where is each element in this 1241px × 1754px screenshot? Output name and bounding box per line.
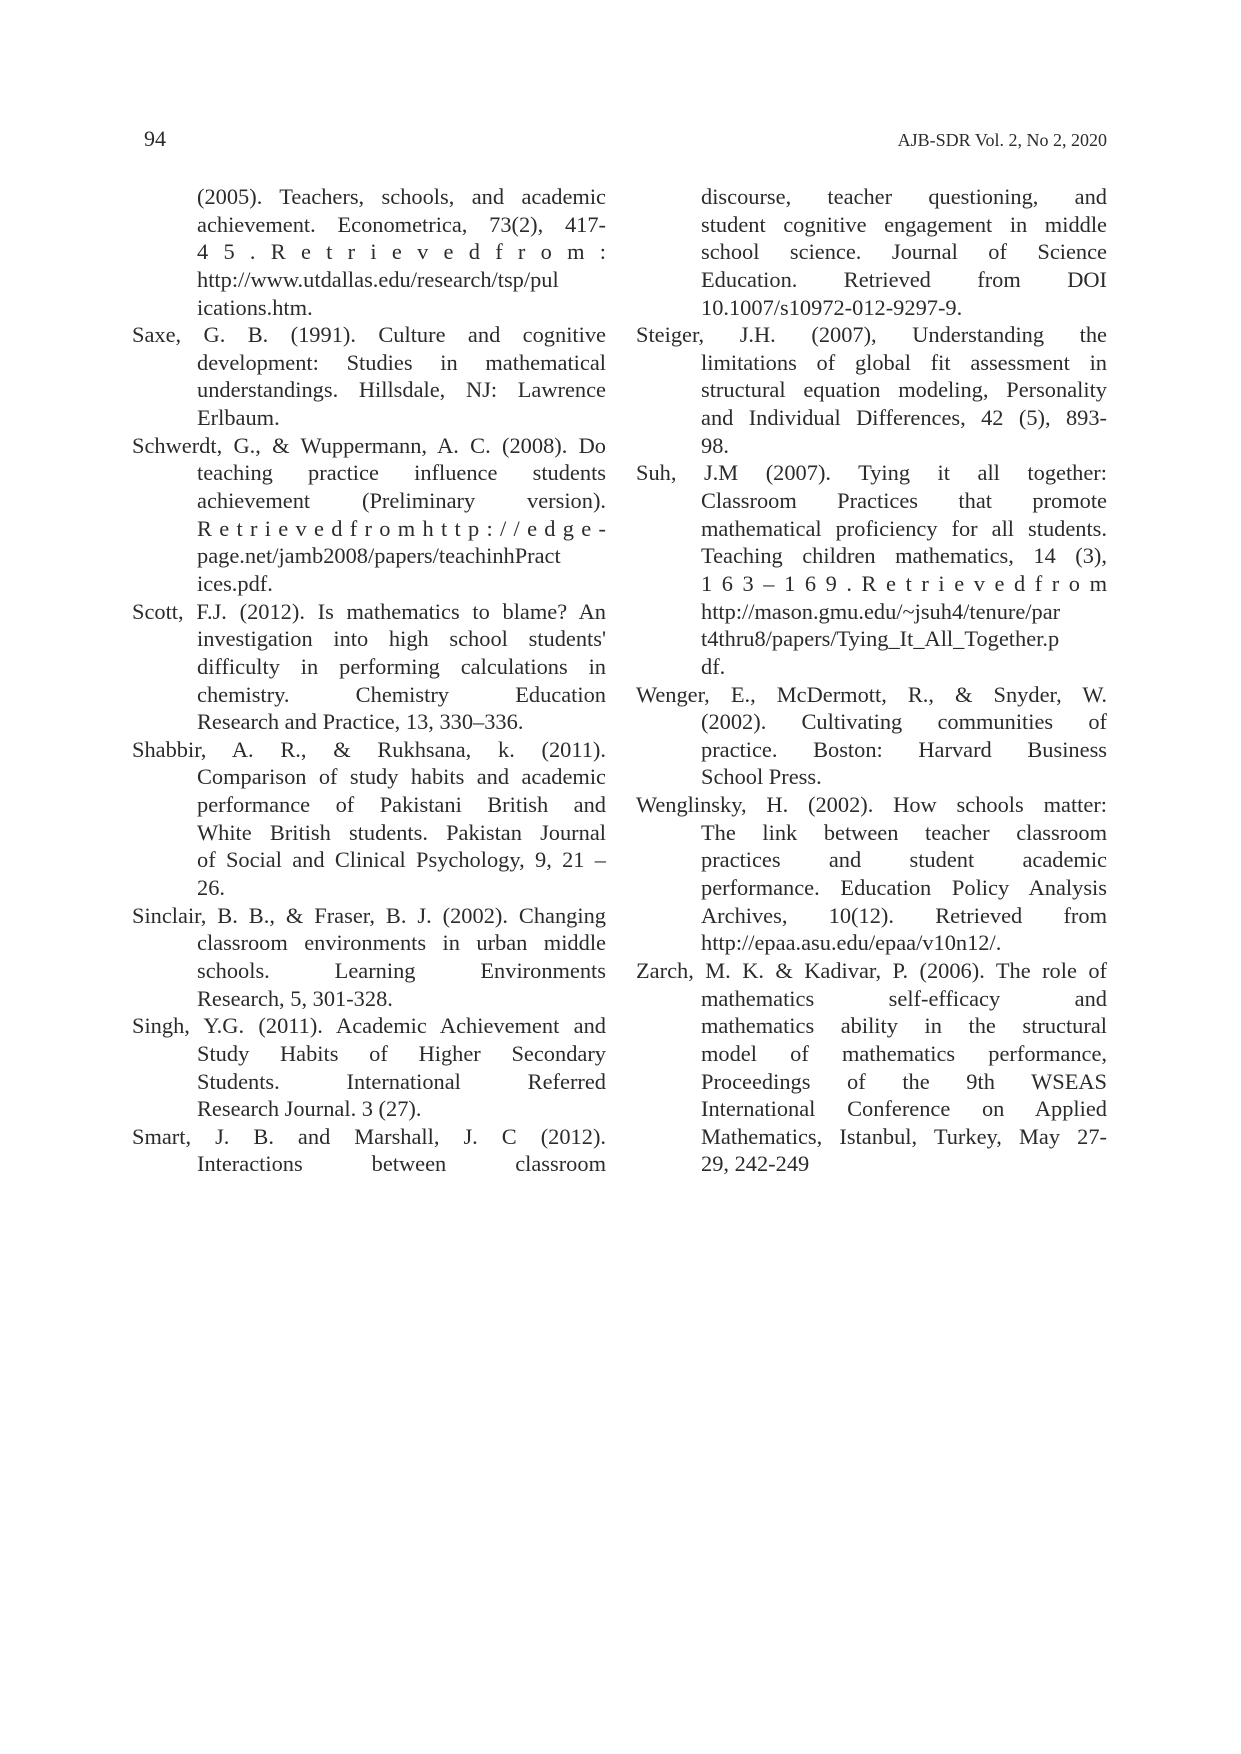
- reference-entry: [132, 902, 606, 1013]
- reference-line: Research and Practice, 13, 330–336.: [197, 709, 524, 735]
- reference-line: df.: [701, 653, 726, 679]
- reference-first-line: Sinclair, B. B., & Fraser, B. J. (2002). Changing: [132, 902, 606, 928]
- reference-first-line: Suh, J.M (2007). Tying it all together:: [636, 460, 1107, 486]
- reference-line: 26.: [197, 875, 225, 901]
- reference-line: and Individual Differences, 42 (5), 893-: [701, 405, 1107, 431]
- reference-entry: [636, 459, 1107, 680]
- reference-line: 4 5 . R e t r i e v e d f r o m :: [197, 239, 606, 265]
- reference-line: http://mason.gmu.edu/~jsuh4/tenure/par: [701, 598, 1061, 624]
- references-right-column: [636, 183, 1107, 1178]
- reference-line: achievement (Preliminary version).: [197, 488, 606, 514]
- reference-line: Erlbaum.: [197, 405, 280, 431]
- reference-line: Research Journal. 3 (27).: [197, 1096, 422, 1122]
- reference-first-line: Scott, F.J. (2012). Is mathematics to blame? An: [132, 598, 606, 624]
- reference-entry: [132, 736, 606, 902]
- reference-line: practices and student academic: [701, 847, 1107, 873]
- reference-line: classroom environments in urban middle: [197, 930, 606, 956]
- page-number: 94: [144, 126, 166, 151]
- reference-line: page.net/jamb2008/papers/teachinhPract: [197, 543, 561, 569]
- reference-first-line: Wenger, E., McDermott, R., & Snyder, W.: [636, 681, 1107, 707]
- reference-line: 1 6 3 – 1 6 9 . R e t r i e v e d f r o m: [701, 570, 1107, 596]
- reference-entry: [132, 1123, 606, 1178]
- reference-line: chemistry. Chemistry Education: [197, 681, 606, 707]
- reference-line: R e t r i e v e d f r o m h t t p : / / e d g e -: [197, 515, 606, 541]
- reference-line: mathematics self-efficacy and: [701, 985, 1107, 1011]
- reference-entry: [636, 957, 1107, 1178]
- reference-line: Education. Retrieved from DOI: [701, 266, 1107, 292]
- reference-line: mathematics ability in the structural: [701, 1013, 1107, 1039]
- reference-line: development: Studies in mathematical: [197, 349, 606, 375]
- reference-line: Proceedings of the 9th WSEAS: [701, 1068, 1107, 1094]
- reference-line: http://www.utdallas.edu/research/tsp/pul: [197, 266, 559, 292]
- reference-first-line: Shabbir, A. R., & Rukhsana, k. (2011).: [132, 736, 606, 762]
- reference-line: Interactions between classroom: [197, 1151, 606, 1177]
- reference-line: understandings. Hillsdale, NJ: Lawrence: [197, 377, 606, 403]
- reference-line: structural equation modeling, Personality: [701, 377, 1107, 403]
- reference-entry: [636, 791, 1107, 957]
- reference-line: investigation into high school students': [197, 626, 606, 652]
- reference-entry: [132, 432, 606, 598]
- reference-line: school science. Journal of Science: [701, 239, 1107, 265]
- reference-line: 29, 242-249: [701, 1151, 810, 1177]
- reference-entry: [636, 183, 1107, 321]
- reference-line: (2002). Cultivating communities of: [701, 709, 1107, 735]
- reference-line: http://epaa.asu.edu/epaa/v10n12/.: [701, 930, 1002, 956]
- reference-entry: [132, 321, 606, 432]
- reference-line: of Social and Clinical Psychology, 9, 21 –: [197, 847, 606, 873]
- reference-line: 10.1007/s10972-012-9297-9.: [701, 294, 963, 320]
- reference-first-line: Wenglinsky, H. (2002). How schools matter:: [636, 792, 1107, 818]
- reference-line: School Press.: [701, 764, 822, 790]
- reference-line: mathematical proficiency for all students.: [701, 515, 1107, 541]
- reference-first-line: Singh, Y.G. (2011). Academic Achievement and: [132, 1013, 606, 1039]
- reference-line: student cognitive engagement in middle: [701, 211, 1107, 237]
- reference-first-line: Saxe, G. B. (1991). Culture and cognitive: [132, 322, 606, 348]
- reference-line: Teaching children mathematics, 14 (3),: [701, 543, 1107, 569]
- reference-line: Classroom Practices that promote: [701, 488, 1107, 514]
- reference-line: The link between teacher classroom: [701, 819, 1107, 845]
- reference-entry: [636, 681, 1107, 792]
- running-head: AJB-SDR Vol. 2, No 2, 2020: [897, 130, 1107, 150]
- reference-line: Students. International Referred: [197, 1068, 606, 1094]
- reference-line: (2005). Teachers, schools, and academic: [197, 184, 606, 209]
- reference-line: teaching practice influence students: [197, 460, 606, 486]
- reference-line: schools. Learning Environments: [197, 957, 606, 983]
- references-left-column: [132, 183, 606, 1178]
- reference-line: limitations of global fit assessment in: [701, 349, 1107, 375]
- reference-line: t4thru8/papers/Tying_It_All_Together.p: [701, 626, 1060, 652]
- reference-first-line: Steiger, J.H. (2007), Understanding the: [636, 322, 1107, 348]
- reference-line: discourse, teacher questioning, and: [701, 184, 1107, 209]
- reference-line: Mathematics, Istanbul, Turkey, May 27-: [701, 1123, 1107, 1149]
- reference-first-line: Zarch, M. K. & Kadivar, P. (2006). The role of: [636, 957, 1107, 983]
- reference-line: ices.pdf.: [197, 570, 273, 596]
- reference-entry: [132, 1012, 606, 1123]
- reference-line: International Conference on Applied: [701, 1096, 1107, 1122]
- reference-line: performance of Pakistani British and: [197, 792, 606, 818]
- reference-entry: [132, 183, 606, 321]
- reference-line: achievement. Econometrica, 73(2), 417-: [197, 211, 606, 237]
- reference-line: Study Habits of Higher Secondary: [197, 1040, 606, 1066]
- reference-entry: [132, 598, 606, 736]
- reference-line: difficulty in performing calculations in: [197, 653, 606, 679]
- reference-line: model of mathematics performance,: [701, 1040, 1107, 1066]
- reference-line: 98.: [701, 432, 729, 458]
- reference-line: Research, 5, 301-328.: [197, 985, 393, 1011]
- reference-first-line: Schwerdt, G., & Wuppermann, A. C. (2008). Do: [132, 432, 606, 458]
- reference-line: ications.htm.: [197, 294, 313, 320]
- reference-line: Comparison of study habits and academic: [197, 764, 606, 790]
- reference-line: White British students. Pakistan Journal: [197, 819, 606, 845]
- reference-entry: [636, 321, 1107, 459]
- reference-line: practice. Boston: Harvard Business: [701, 736, 1107, 762]
- reference-line: Archives, 10(12). Retrieved from: [701, 902, 1107, 928]
- reference-line: performance. Education Policy Analysis: [701, 875, 1107, 901]
- reference-first-line: Smart, J. B. and Marshall, J. C (2012).: [132, 1123, 606, 1149]
